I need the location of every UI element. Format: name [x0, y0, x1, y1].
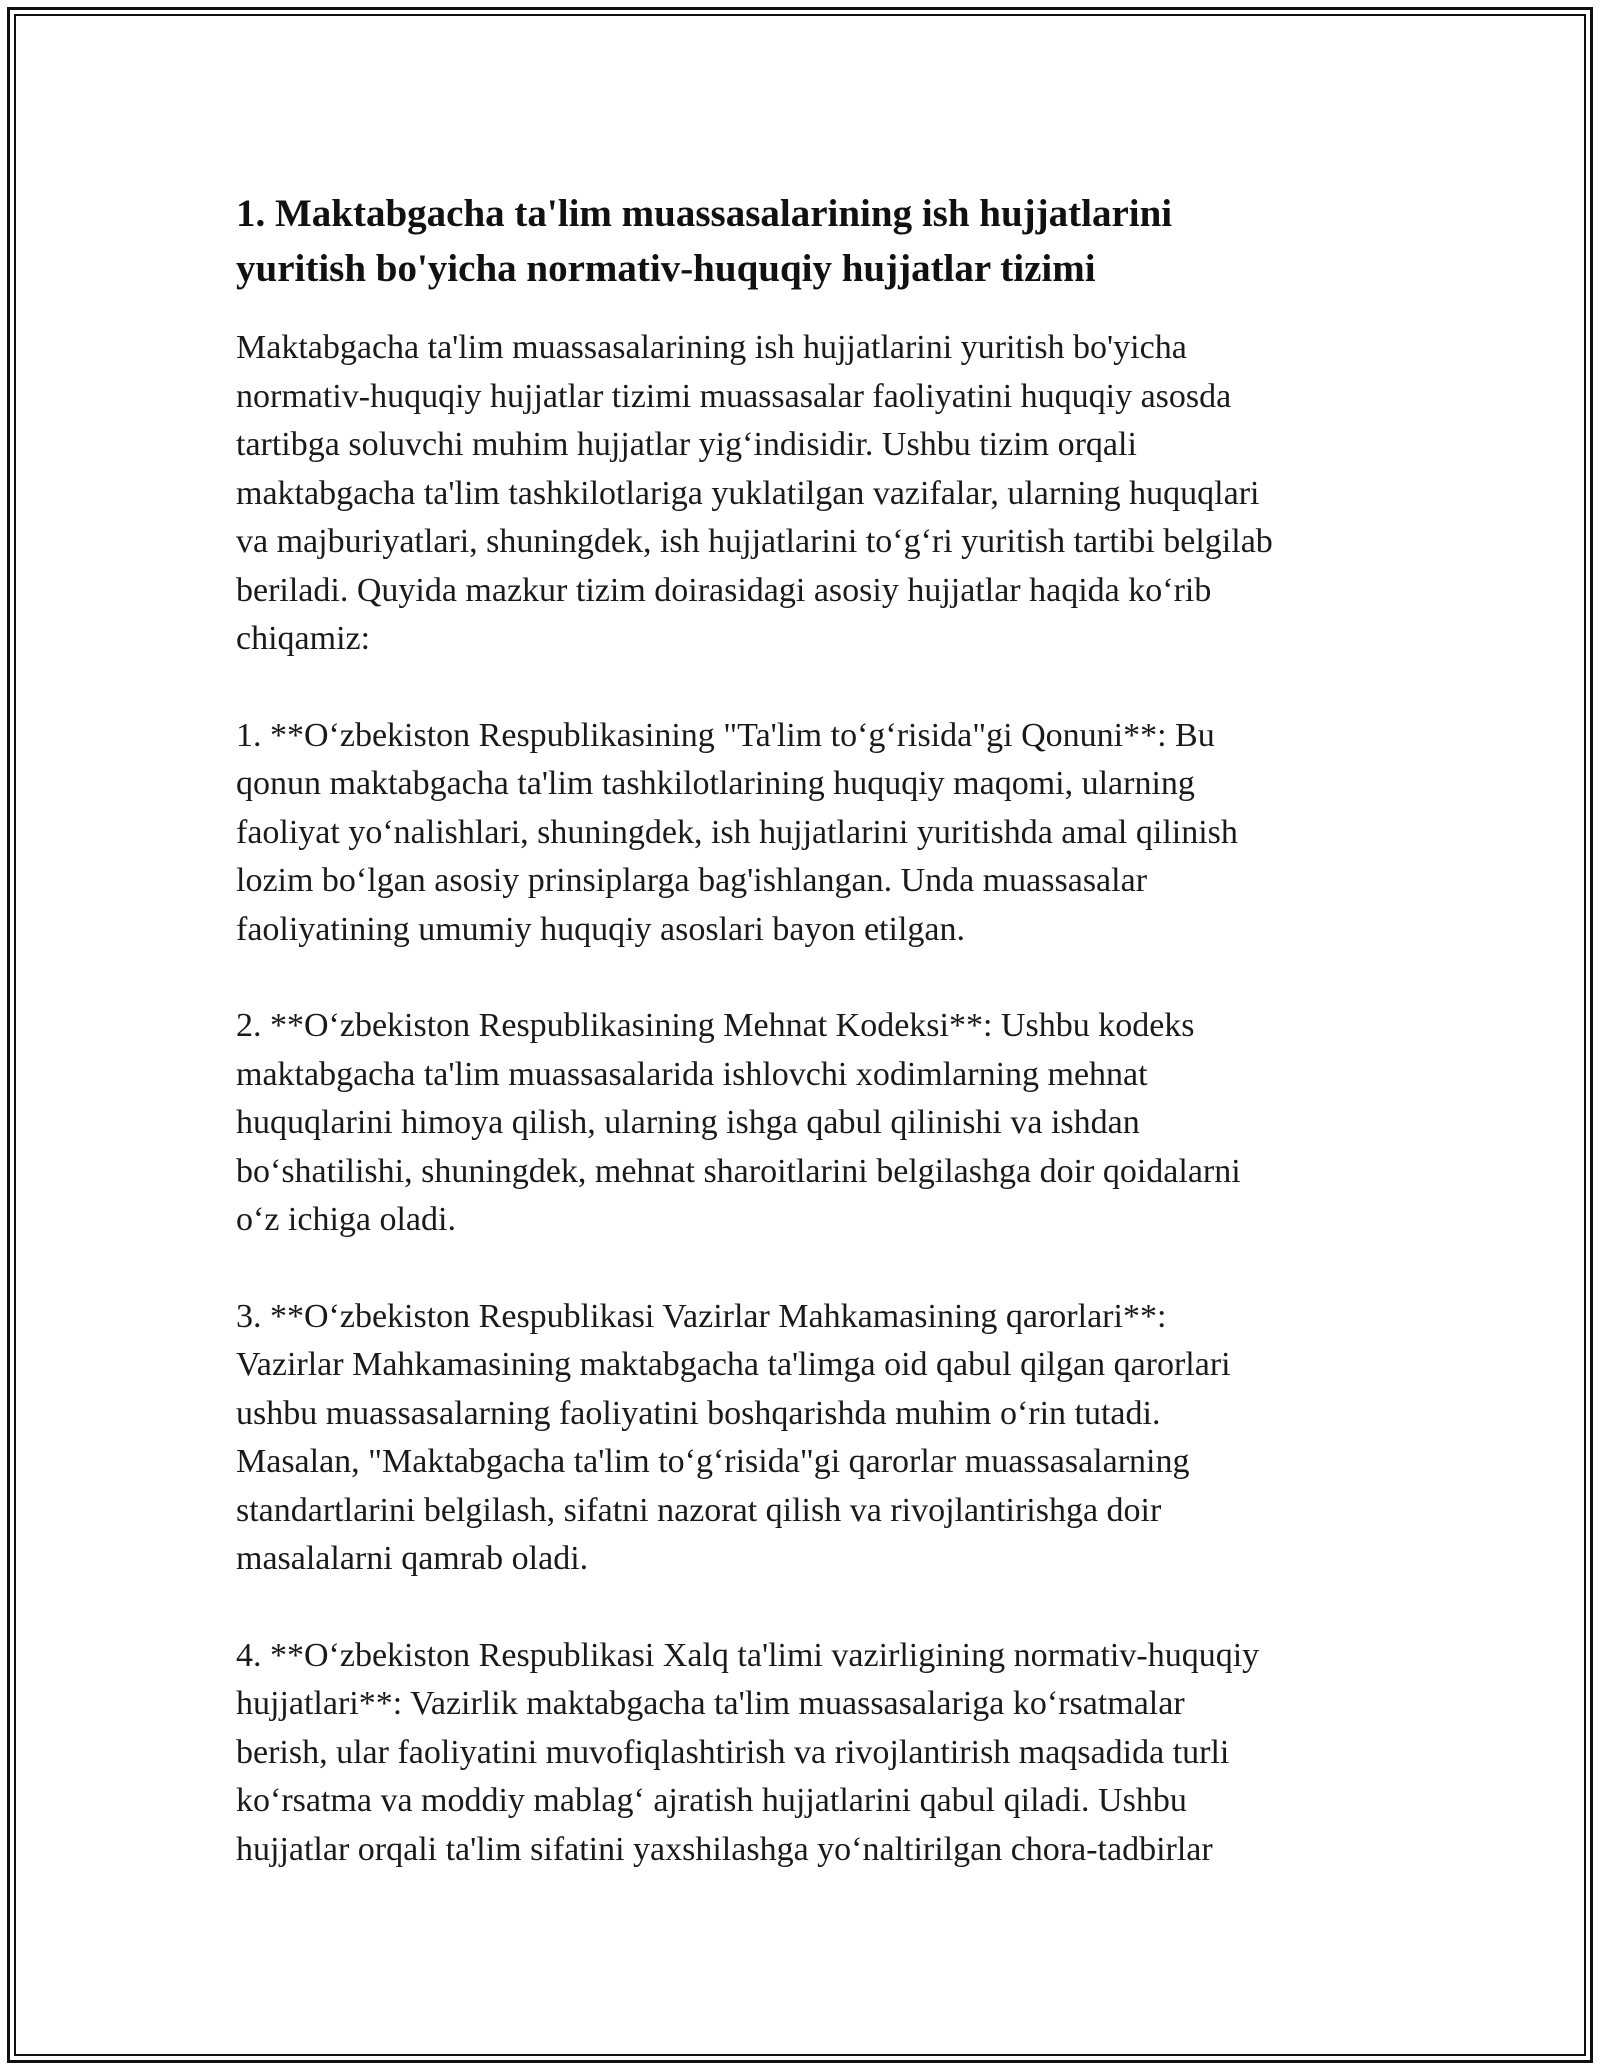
text-line: normativ-huquqiy hujjatlar tizimi muassasalar faoliyatini huquqiy asosda: [236, 377, 1232, 415]
text-line: 2. **O‘zbekiston Respublikasining Mehnat Kodeksi**: Ushbu kodeks: [236, 1007, 1195, 1044]
list-item-labor-code: [236, 1002, 1366, 1245]
text-line: qonun maktabgacha ta'lim tashkilotlarining huquqiy maqomi, ularning: [236, 765, 1195, 802]
text-line: Maktabgacha ta'lim muassasalarining ish hujjatlarini yuritish bo'yicha: [236, 329, 1187, 366]
text-line: 4. **O‘zbekiston Respublikasi Xalq ta'limi vazirligining normativ-huquqiy: [236, 1636, 1260, 1674]
heading-line: 1. Maktabgacha ta'lim muassasalarining ish hujjatlarini: [236, 192, 1173, 235]
text-line: masalalarni qamrab oladi.: [236, 1540, 589, 1577]
text-line: Vazirlar Mahkamasining maktabgacha ta'limga oid qabul qilgan qarorlari: [236, 1346, 1231, 1383]
text-line: tartibga soluvchi muhim hujjatlar yig‘indisidir. Ushbu tizim orqali: [236, 426, 1137, 463]
text-line: 1. **O‘zbekiston Respublikasining "Ta'lim to‘g‘risida"gi Qonuni**: Bu: [236, 716, 1215, 754]
text-line: faoliyatining umumiy huquqiy asoslari bayon etilgan.: [236, 910, 965, 948]
document-body: [236, 186, 1366, 1922]
intro-paragraph: [236, 324, 1366, 664]
text-line: huquqlarini himoya qilish, ularning ishga qabul qilinishi va ishdan: [236, 1104, 1140, 1141]
text-line: lozim bo‘lgan asosiy prinsiplarga bag'ishlangan. Unda muassasalar: [236, 862, 1148, 899]
list-item-cabinet-resolutions: [236, 1293, 1366, 1584]
text-line: faoliyat yo‘nalishlari, shuningdek, ish hujjatlarini yuritishda amal qilinish: [236, 813, 1238, 851]
list-item-education-law: [236, 712, 1366, 955]
list-item-ministry-documents: [236, 1632, 1366, 1875]
text-line: ushbu muassasalarning faoliyatini boshqarishda muhim o‘rin tutadi.: [236, 1394, 1161, 1432]
text-line: chiqamiz:: [236, 620, 371, 657]
text-line: hujjatlari**: Vazirlik maktabgacha ta'lim muassasalariga ko‘rsatmalar: [236, 1685, 1185, 1722]
text-line: beriladi. Quyida mazkur tizim doirasidagi asosiy hujjatlar haqida ko‘rib: [236, 571, 1212, 609]
section-heading: [236, 186, 1366, 296]
text-line: maktabgacha ta'lim tashkilotlariga yuklatilgan vazifalar, ularning huquqlari: [236, 474, 1260, 512]
heading-line: yuritish bo'yicha normativ-huquqiy hujjatlar tizimi: [236, 247, 1096, 290]
text-line: berish, ular faoliyatini muvofiqlashtirish va rivojlantirish maqsadida turli: [236, 1733, 1230, 1771]
text-line: Masalan, "Maktabgacha ta'lim to‘g‘risida"gi qarorlar muassasalarning: [236, 1443, 1190, 1480]
text-line: 3. **O‘zbekiston Respublikasi Vazirlar Mahkamasining qarorlari**:: [236, 1297, 1167, 1335]
text-line: va majburiyatlari, shuningdek, ish hujjatlarini to‘g‘ri yuritish tartibi belgilab: [236, 523, 1273, 560]
text-line: o‘z ichiga oladi.: [236, 1201, 456, 1238]
text-line: ko‘rsatma va moddiy mablag‘ ajratish hujjatlarini qabul qiladi. Ushbu: [236, 1782, 1187, 1819]
text-line: maktabgacha ta'lim muassasalarida ishlovchi xodimlarning mehnat: [236, 1055, 1148, 1093]
text-line: standartlarini belgilash, sifatni nazorat qilish va rivojlantirishga doir: [236, 1491, 1162, 1529]
text-line: bo‘shatilishi, shuningdek, mehnat sharoitlarini belgilashga doir qoidalarni: [236, 1152, 1241, 1190]
text-line: hujjatlar orqali ta'lim sifatini yaxshilashga yo‘naltirilgan chora-tadbirlar: [236, 1830, 1213, 1868]
